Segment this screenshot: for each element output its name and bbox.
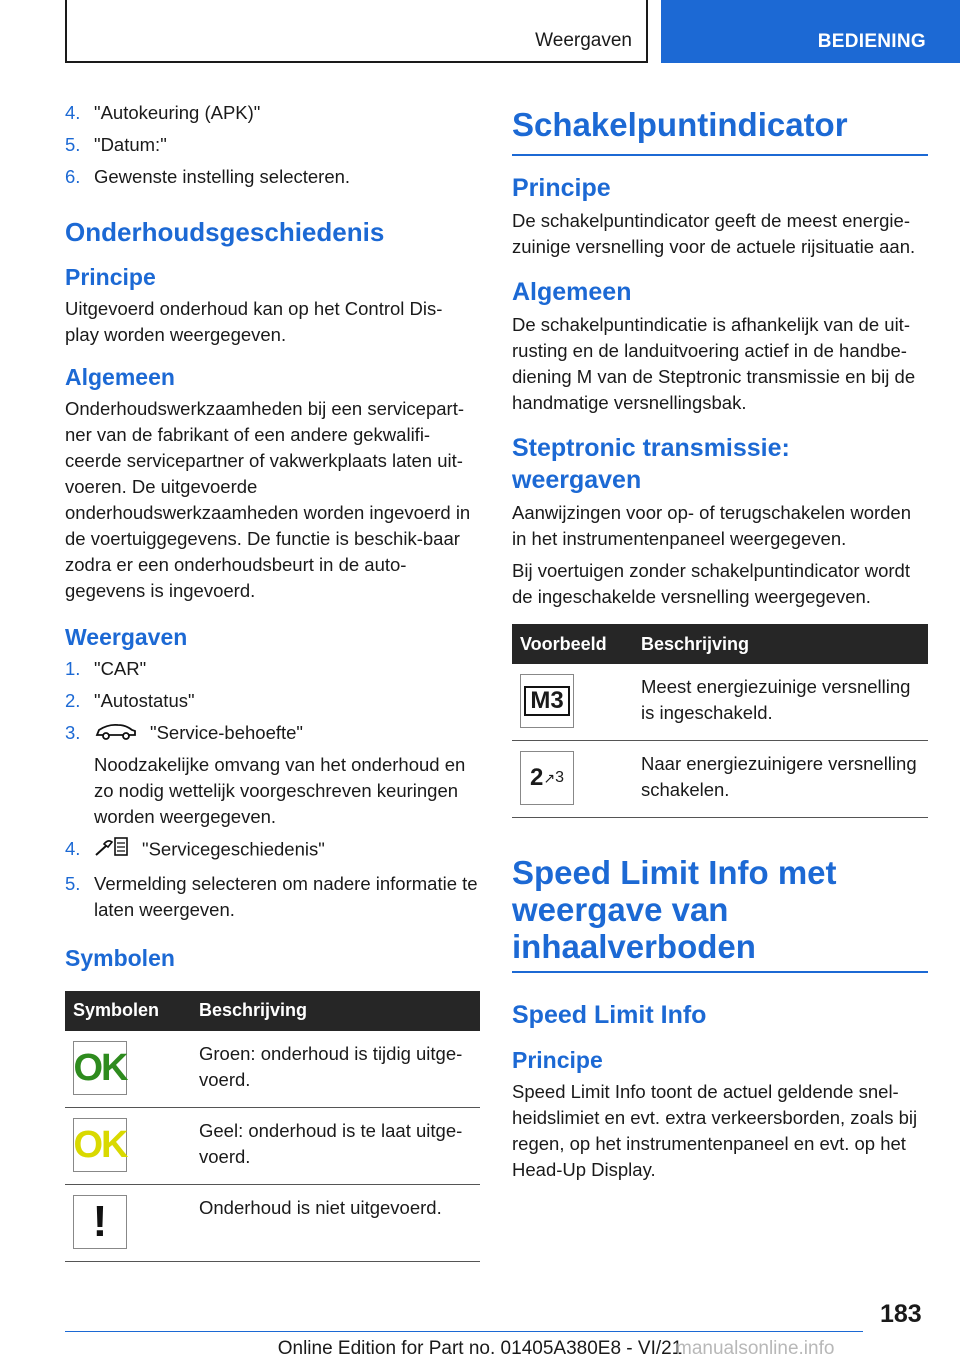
gear-m3-icon: M3 bbox=[520, 674, 574, 728]
list-item bbox=[65, 100, 480, 126]
left-column bbox=[65, 100, 480, 1262]
header-section-box bbox=[65, 0, 648, 63]
list-item bbox=[65, 688, 480, 714]
table-cell-desc: Onderhoud is niet uitgevoerd. bbox=[191, 1184, 480, 1261]
paragraph-sli: Speed Limit Info toont de actuel geldende snel-heidslimiet en evt. extra verkeersborden, zoals bij regen, op het instrumentenpaneel en evt. op het Head-Up Display. bbox=[512, 1081, 918, 1180]
heading-weergaven: Weergaven bbox=[65, 624, 188, 650]
title-speed-limit: Speed Limit Info met weergave van inhaalverboden bbox=[512, 854, 928, 973]
paragraph-principe-right: De schakelpuntindicator geeft de meest energie-zuinige versnelling voor de actuele rijsituatie aan. bbox=[512, 210, 916, 257]
paragraph-principe: Uitgevoerd onderhoud kan op het Control Dis-play worden weergegeven. bbox=[65, 298, 443, 345]
list-text: "Autokeuring (APK)" bbox=[94, 102, 261, 123]
ok-green-icon: OK bbox=[73, 1041, 127, 1095]
list-subtext: Noodzakelijke omvang van het onderhoud en zo nodig wettelijk voorgeschreven keuringen worden weergegeven. bbox=[94, 753, 466, 827]
table-cell-desc: Geel: onderhoud is te laat uitge-voerd. bbox=[191, 1107, 480, 1184]
right-column bbox=[512, 102, 928, 1189]
page-number: 183 bbox=[880, 1300, 922, 1328]
service-history-icon bbox=[94, 836, 130, 865]
list-text: "Service-behoefte" bbox=[150, 722, 303, 743]
list-item bbox=[65, 132, 480, 158]
table-header-beschrijving: Beschrijving bbox=[633, 624, 928, 664]
list-number: 6. bbox=[65, 166, 81, 187]
shift-up-icon: 2 ↗ 3 bbox=[520, 751, 574, 805]
footer-divider bbox=[65, 1331, 863, 1332]
table-row bbox=[512, 741, 928, 818]
steps-list-top bbox=[65, 100, 480, 190]
list-text: Vermelding selecteren om nadere informatie te laten weergeven. bbox=[94, 872, 478, 920]
list-number: 4. bbox=[65, 837, 81, 859]
list-number: 5. bbox=[65, 872, 81, 894]
header-section-title: Weergaven bbox=[535, 30, 632, 51]
symbols-table bbox=[65, 991, 480, 1262]
table-row bbox=[65, 1031, 480, 1108]
table-header-symbolen: Symbolen bbox=[65, 991, 191, 1031]
list-item bbox=[65, 836, 480, 865]
header-chapter-tab bbox=[661, 0, 960, 63]
table-cell-desc: Meest energiezuinige versnelling is ingeschakeld. bbox=[633, 664, 928, 741]
list-text: "CAR" bbox=[94, 658, 147, 679]
paragraph-steptronic-1: Aanwijzingen voor op- of terugschakelen worden in het instrumentenpaneel weergegeven. bbox=[512, 502, 912, 549]
steps-list-weergaven bbox=[65, 656, 480, 923]
heading-symbolen: Symbolen bbox=[65, 944, 175, 971]
table-row bbox=[65, 1184, 480, 1261]
page-title-schakelpunt: Schakelpuntindicator bbox=[512, 102, 928, 156]
heading-principe-sli: Principe bbox=[512, 1047, 603, 1073]
list-item bbox=[65, 164, 480, 190]
list-number: 1. bbox=[65, 658, 81, 679]
table-row bbox=[65, 1107, 480, 1184]
heading-principe-right: Principe bbox=[512, 174, 611, 202]
gear-table bbox=[512, 624, 928, 818]
heading-history: Onderhoudsgeschiedenis bbox=[65, 217, 385, 247]
list-item bbox=[65, 656, 480, 682]
table-cell-desc: Groen: onderhoud is tijdig uitge-voerd. bbox=[191, 1031, 480, 1108]
list-text: "Autostatus" bbox=[94, 690, 195, 711]
list-number: 5. bbox=[65, 134, 81, 155]
heading-sli: Speed Limit Info bbox=[512, 1001, 707, 1029]
list-text: "Datum:" bbox=[94, 134, 167, 155]
heading-principe: Principe bbox=[65, 264, 156, 290]
table-header-voorbeeld: Voorbeeld bbox=[512, 624, 633, 664]
list-item bbox=[65, 720, 480, 830]
heading-steptronic: Steptronic transmissie: weergaven bbox=[512, 434, 790, 494]
list-text: "Servicegeschiedenis" bbox=[142, 838, 325, 859]
table-cell-desc: Naar energiezuinigere versnelling schakelen. bbox=[633, 741, 928, 818]
heading-algemeen-right: Algemeen bbox=[512, 278, 632, 306]
paragraph-algemeen: Onderhoudswerkzaamheden bij een servicepart-ner van de fabrikant of een andere gekwalifi-ceerde servicepartner of vakwerkplaats laten uit-voeren. De uitgevoerde onderhoudswerkzaamheden worden ingevoerd in de voertuiggegevens. De functie is beschik-baar zodra er een onderhoudsbeurt in de auto-gegevens is ingevoerd. bbox=[65, 398, 471, 601]
table-header-beschrijving: Beschrijving bbox=[191, 991, 480, 1031]
ok-yellow-icon: OK bbox=[73, 1118, 127, 1172]
heading-algemeen: Algemeen bbox=[65, 364, 175, 390]
list-number: 2. bbox=[65, 690, 81, 711]
list-item bbox=[65, 871, 480, 923]
table-row bbox=[512, 664, 928, 741]
list-text: Gewenste instelling selecteren. bbox=[94, 166, 351, 187]
watermark: manualsonline.info bbox=[676, 1338, 835, 1359]
paragraph-algemeen-right: De schakelpuntindicatie is afhankelijk van de uit-rusting en de landuitvoering actief in de handbe-diening M van de Steptronic transmissie en bij de handmatige versnellingsbak. bbox=[512, 314, 916, 413]
car-icon bbox=[94, 721, 138, 748]
list-number: 4. bbox=[65, 102, 81, 123]
footer-edition: Online Edition for Part no. 01405A380E8 - VI/21 bbox=[277, 1338, 683, 1359]
paragraph-steptronic-2: Bij voertuigen zonder schakelpuntindicator wordt de ingeschakelde versnelling weergegeven. bbox=[512, 560, 910, 607]
list-number: 3. bbox=[65, 722, 81, 743]
header-chapter-label: BEDIENING bbox=[817, 31, 926, 52]
exclamation-icon: ! bbox=[73, 1195, 127, 1249]
